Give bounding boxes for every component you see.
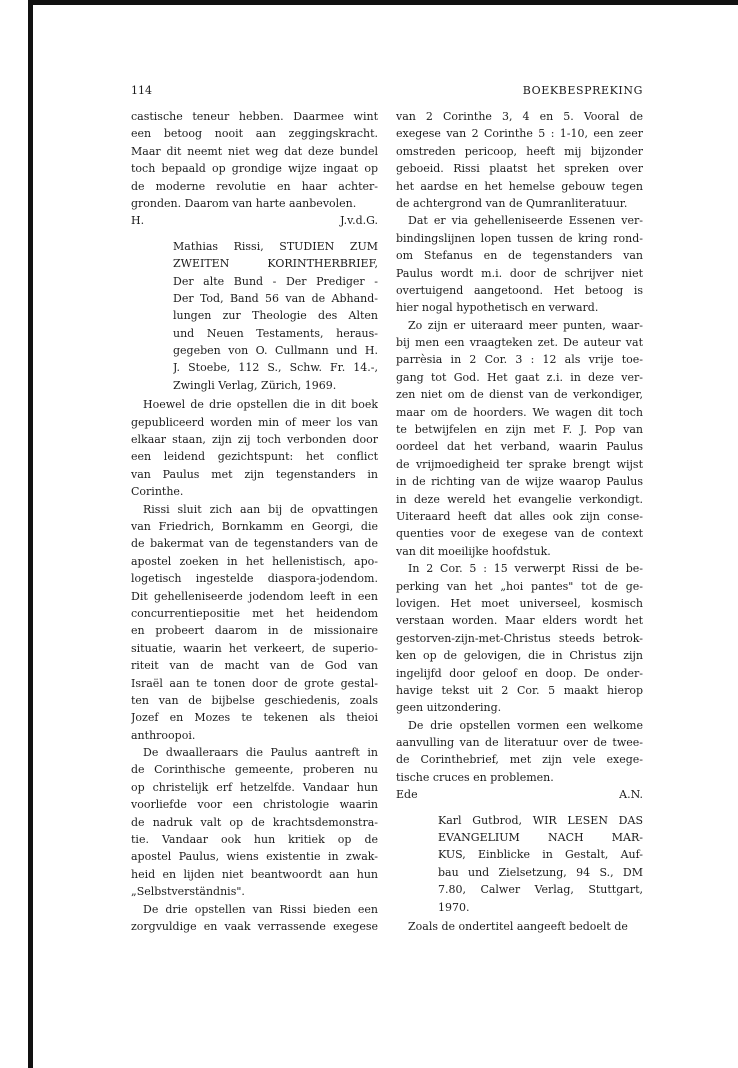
heading-line: J. Stoebe, 112 S., Schw. Fr. 14.-,: [173, 361, 378, 375]
paragraph: [396, 918, 643, 935]
text-line: van Friedrich, Bornkamm en Georgi, die: [131, 519, 378, 533]
paragraph: [396, 108, 643, 212]
heading-line: und Neuen Testaments, heraus-: [173, 326, 378, 340]
signature-place: H.: [131, 214, 145, 228]
paragraph: [131, 396, 378, 500]
running-title: BOEKBESPREKING: [522, 84, 643, 97]
text-line: De drie opstellen vormen een welkome: [408, 718, 643, 732]
review-signature: [131, 212, 378, 229]
text-line: aanvulling van de literatuur over de twee-: [396, 736, 643, 750]
text-line: Hoewel de drie opstellen die in dit boek: [143, 398, 378, 412]
paragraph: [396, 560, 643, 717]
text-line: de Corinthische gemeente, proberen nu: [131, 763, 378, 777]
text-line: ten van de bijbelse geschiedenis, zoals: [131, 693, 378, 707]
text-line: Corinthe.: [131, 485, 184, 499]
text-line: van 2 Corinthe 3, 4 en 5. Vooral de: [396, 110, 643, 123]
heading-line: ZWEITEN KORINTHERBRIEF,: [173, 257, 378, 271]
text-line: maar om de hoorders. We wagen dit toch: [396, 405, 643, 419]
text-line: quenties voor de exegese van de context: [396, 527, 643, 541]
text-line: anthroopoi.: [131, 728, 196, 742]
text-line: exegese van 2 Corinthe 5 : 1-10, een zeer: [396, 127, 643, 141]
text-line: van Paulus met zijn tegenstanders in: [131, 467, 378, 481]
text-line: parrèsia in 2 Cor. 3 : 12 als vrije toe-: [396, 353, 643, 367]
text-line: Zo zijn er uiteraard meer punten, waar-: [408, 318, 643, 332]
review-heading: [131, 238, 378, 395]
text-line: Israël aan te tonen door de grote gestal-: [131, 676, 378, 690]
heading-line: KUS, Einblicke in Gestalt, Auf-: [438, 848, 643, 862]
text-line: concurrentiepositie met het heidendom: [131, 606, 378, 620]
text-line: heid en lijden niet beantwoordt aan hun: [131, 867, 378, 881]
text-line: „Selbstverständnis".: [131, 885, 245, 899]
review-heading: [396, 812, 643, 916]
text-line: Zoals de ondertitel aangeeft bedoelt de: [408, 919, 628, 933]
heading-line: bau und Zielsetzung, 94 S., DM: [438, 865, 643, 879]
text-line: een betoog nooit aan zeggingskracht.: [131, 127, 378, 141]
heading-line: Der Tod, Band 56 van de Abhand-: [173, 291, 378, 305]
text-line: bindingslijnen lopen tussen de kring rond-: [396, 231, 643, 245]
text-line: de vrijmoedigheid ter sprake brengt wijst: [396, 457, 643, 471]
text-line: de nadruk valt op de krachtsdemonstra-: [131, 815, 378, 829]
signature-place: Ede: [396, 788, 418, 802]
text-line: gang tot God. Het gaat z.i. in deze ver-: [396, 370, 643, 384]
text-line: het aardse en het hemelse gebouw tegen: [396, 179, 643, 193]
left-column: [131, 108, 378, 935]
text-line: gronden. Daarom van harte aanbevolen.: [131, 196, 357, 210]
text-line: om Stefanus en de tegenstanders van: [396, 249, 643, 263]
right-column: [396, 108, 643, 935]
heading-line: EVANGELIUM NACH MAR-: [438, 831, 643, 845]
heading-line: lungen zur Theologie des Alten: [173, 309, 378, 323]
text-line: op christelijk erf hetzelfde. Vandaar hun: [131, 780, 378, 794]
text-line: voorliefde voor een christologie waarin: [131, 798, 378, 812]
text-line: gestorven-zijn-met-Christus steeds betrok-: [396, 631, 643, 645]
heading-line: gegeben von O. Cullmann und H.: [173, 344, 378, 358]
text-line: gepubliceerd worden min of meer los van: [131, 415, 378, 429]
paragraph: [131, 901, 378, 936]
text-line: lovigen. Het moet universeel, kosmisch: [396, 596, 643, 610]
text-line: de moderne revolutie en haar achter-: [131, 179, 378, 193]
signature-initials: J.v.d.G.: [340, 214, 378, 228]
text-line: Uiteraard heeft dat alles ook zijn conse-: [396, 509, 643, 523]
paragraph: [131, 501, 378, 744]
text-line: De dwaalleraars die Paulus aantreft in: [143, 746, 378, 760]
text-line: apostel zoeken in het hellenistisch, apo-: [131, 554, 378, 568]
text-line: hier nogal hypothetisch en verward.: [396, 301, 599, 315]
text-line: Rissi sluit zich aan bij de opvattingen: [143, 502, 378, 516]
text-line: havige tekst uit 2 Cor. 5 maakt hierop: [396, 683, 643, 697]
page-header: [131, 82, 643, 100]
paragraph: [396, 212, 643, 316]
text-line: de achtergrond van de Qumranliteratuur.: [396, 196, 628, 210]
text-line: ken op de gelovigen, die in Christus zijn: [396, 649, 643, 663]
text-line: in de richting van de wijze waarop Paulus: [396, 475, 643, 489]
scan-border-left: [28, 0, 33, 1068]
text-line: In 2 Cor. 5 : 15 verwerpt Rissi de be-: [408, 562, 643, 576]
text-line: tische cruces en problemen.: [396, 770, 554, 784]
text-line: verstaan worden. Maar elders wordt het: [396, 614, 643, 628]
text-line: en probeert daarom in de missionaire: [131, 624, 378, 638]
text-line: Paulus wordt m.i. door de schrijver niet: [396, 266, 643, 280]
text-line: in deze wereld het evangelie verkondigt.: [396, 492, 643, 506]
text-line: De drie opstellen van Rissi bieden een: [143, 902, 378, 916]
page-number: 114: [131, 84, 152, 97]
heading-line: 7.80, Calwer Verlag, Stuttgart,: [438, 883, 643, 897]
heading-line: Karl Gutbrod, WIR LESEN DAS: [438, 813, 643, 827]
text-line: geboeid. Rissi plaatst het spreken over: [396, 162, 643, 176]
text-line: te betwijfelen en zijn met F. J. Pop van: [396, 423, 643, 437]
text-line: situatie, waarin het verkeert, de superio-: [131, 641, 378, 655]
intro-paragraph: [131, 108, 378, 212]
text-line: Jozef en Mozes te tekenen als theioi: [131, 711, 378, 725]
paragraph: [396, 317, 643, 560]
heading-line: Der alte Bund - Der Prediger -: [173, 274, 378, 288]
paragraph: [131, 744, 378, 901]
text-line: overtuigend aangetoond. Het betoog is: [396, 283, 643, 297]
text-line: omstreden pericoop, heeft mij bijzonder: [396, 144, 643, 158]
text-line: castische teneur hebben. Daarmee wint: [131, 110, 378, 123]
text-line: de bakermat van de tegenstanders van de: [131, 537, 378, 551]
text-line: logetisch ingestelde diaspora-jodendom.: [131, 572, 378, 586]
text-line: toch bepaald op grondige wijze ingaat op: [131, 162, 378, 176]
text-line: Dat er via gehelleniseerde Essenen ver-: [408, 214, 643, 228]
text-line: apostel Paulus, wiens existentie in zwak-: [131, 850, 378, 864]
text-line: van dit moeilijke hoofdstuk.: [396, 544, 551, 558]
page: [131, 82, 643, 935]
text-line: riteit van de macht van de God van: [131, 659, 378, 673]
heading-line: Mathias Rissi, STUDIEN ZUM: [173, 239, 378, 253]
text-line: bij men een vraagteken zet. De auteur vat: [396, 336, 643, 350]
text-line: geen uitzondering.: [396, 701, 502, 715]
text-line: elkaar staan, zijn zij toch verbonden door: [131, 433, 378, 447]
text-line: de Corinthebrief, met zijn vele exege-: [396, 753, 643, 767]
paragraph: [396, 717, 643, 787]
text-line: perking van het „hoi pantes" tot de ge-: [396, 579, 643, 593]
scan-border-top: [28, 0, 738, 5]
text-line: oordeel dat het verband, waarin Paulus: [396, 440, 643, 454]
heading-line: Zwingli Verlag, Zürich, 1969.: [173, 378, 337, 392]
text-line: Maar dit neemt niet weg dat deze bundel: [131, 144, 378, 158]
text-line: Dit gehelleniseerde jodendom leeft in een: [131, 589, 378, 603]
text-line: ingelijfd door geloof en doop. De onder-: [396, 666, 643, 680]
text-line: tie. Vandaar ook hun kritiek op de: [131, 833, 378, 847]
signature-initials: A.N.: [619, 788, 643, 802]
text-line: zen niet om de dienst van de verkondiger,: [396, 388, 643, 402]
heading-line: 1970.: [438, 900, 470, 914]
text-line: een leidend gezichtspunt: het conflict: [131, 450, 378, 464]
review-signature: [396, 786, 643, 803]
text-line: zorgvuldige en vaak verrassende exegese: [131, 919, 378, 933]
